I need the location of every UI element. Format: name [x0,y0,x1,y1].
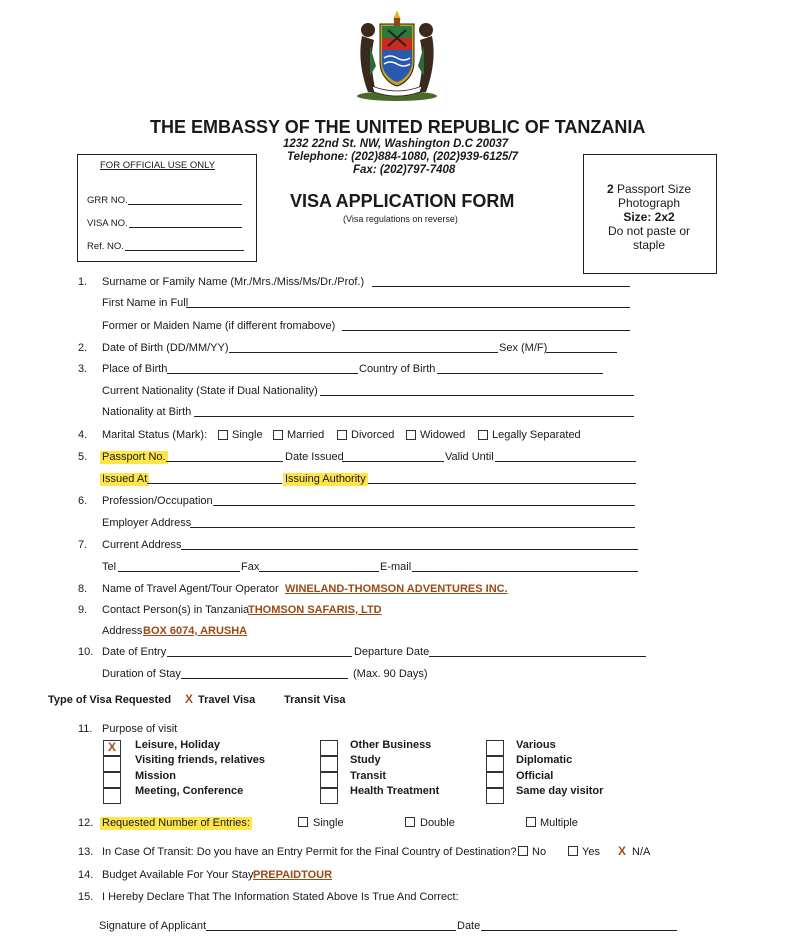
current-address-field[interactable] [181,549,638,550]
item-number: 2. [78,342,88,354]
marital-option-single: Single [232,429,263,441]
current-nationality-label: Current Nationality (State if Dual Nationality) [102,385,318,397]
entries-option-double: Double [420,817,455,829]
departure-date-label: Departure Date [354,646,430,658]
purpose-option-mission: Mission [135,770,176,782]
declaration-text: I Hereby Declare That The Information Stated Above Is True And Correct: [102,891,459,903]
purpose-option-various: Various [516,739,556,751]
marital-option-separated: Legally Separated [492,429,581,441]
employer-address-label: Employer Address [102,517,192,529]
marital-checkbox-single[interactable] [218,430,228,440]
purpose-option-diplomatic: Diplomatic [516,754,573,766]
entries-option-multiple: Multiple [540,817,578,829]
date-entry-label: Date of Entry [102,646,167,658]
photo-line1: 2 Passport Size [606,182,692,196]
first-name-label: First Name in Full [102,297,189,309]
former-name-field[interactable] [342,330,630,331]
tel-field[interactable] [118,571,240,572]
transit-checkbox-yes[interactable] [568,846,578,856]
max-days-note: (Max. 90 Days) [353,668,428,680]
marital-checkbox-married[interactable] [273,430,283,440]
country-birth-label: Country of Birth [359,363,436,375]
place-birth-label: Place of Birth [102,363,168,375]
contact-person-label: Contact Person(s) in Tanzania [102,604,250,616]
date-issued-field[interactable] [342,461,444,462]
date-entry-field[interactable] [167,656,352,657]
transit-checkbox-no[interactable] [518,846,528,856]
contact-address-label: Address [102,625,143,637]
form-subtitle: (Visa regulations on reverse) [343,214,458,224]
duration-field[interactable] [181,678,348,679]
issued-at-label: Issued At [102,473,148,485]
purpose-leisure-mark: X [108,740,117,754]
purpose-option-study: Study [350,754,381,766]
embassy-telephone: Telephone: (202)884-1080, (202)939-6125/7 [287,151,518,163]
purpose-box-official[interactable] [486,772,504,788]
purpose-box-various[interactable] [486,740,504,756]
purpose-option-transit: Transit [350,770,387,782]
purpose-box-mission[interactable] [103,772,121,788]
item-number: 7. [78,539,88,551]
purpose-box-visiting[interactable] [103,756,121,772]
budget-label: Budget Available For Your Stay [102,869,254,881]
sex-label: Sex (M/F) [499,342,548,354]
departure-date-field[interactable] [429,656,646,657]
current-address-label: Current Address [102,539,182,551]
item-number: 5. [78,451,88,463]
visa-type-travel[interactable]: Travel Visa [198,694,256,706]
purpose-box-study[interactable] [320,756,338,772]
contact-address-value[interactable]: BOX 6074, ARUSHA [143,625,248,637]
entries-checkbox-double[interactable] [405,817,415,827]
purpose-box-other-business[interactable] [320,740,338,756]
signature-field[interactable] [206,930,456,931]
item-number: 10. [78,646,94,658]
purpose-option-leisure: Leisure, Holiday [135,739,220,751]
transit-option-na: N/A [632,846,651,858]
ref-no-label: Ref. NO. [87,241,124,252]
signature-label: Signature of Applicant [99,920,207,932]
item-number: 11. [78,723,93,735]
marital-checkbox-separated[interactable] [478,430,488,440]
first-name-field[interactable] [186,307,630,308]
issued-at-field[interactable] [147,483,282,484]
purpose-box-diplomatic[interactable] [486,756,504,772]
marital-status-label: Marital Status (Mark): [102,429,208,441]
marital-checkbox-widowed[interactable] [406,430,416,440]
purpose-option-official: Official [516,770,554,782]
nationality-birth-label: Nationality at Birth [102,406,192,418]
valid-until-label: Valid Until [445,451,494,463]
nationality-birth-field[interactable] [194,416,634,417]
item-number: 1. [78,276,88,288]
purpose-option-health: Health Treatment [350,785,440,797]
photo-note2: staple [632,238,666,252]
visa-type-travel-mark[interactable]: X [185,692,194,706]
entries-checkbox-single[interactable] [298,817,308,827]
transit-na-mark[interactable]: X [618,844,627,858]
email-field[interactable] [412,571,638,572]
duration-label: Duration of Stay [102,668,181,680]
transit-question: In Case Of Transit: Do you have an Entry Permit for the Final Country of Destination? [102,846,517,858]
official-use-title: FOR OFFICIAL USE ONLY [100,160,216,171]
signature-date-label: Date [457,920,481,932]
purpose-option-other-business: Other Business [350,739,432,751]
dob-field[interactable] [229,352,498,353]
purpose-label: Purpose of visit [102,723,178,735]
entries-checkbox-multiple[interactable] [526,817,536,827]
photo-size: Size: 2x2 [623,210,675,224]
profession-label: Profession/Occupation [102,495,213,507]
marital-option-divorced: Divorced [351,429,395,441]
marital-checkbox-divorced[interactable] [337,430,347,440]
profession-field[interactable] [213,505,635,506]
valid-until-field[interactable] [495,461,636,462]
item-number: 3. [78,363,88,375]
employer-address-field[interactable] [190,527,635,528]
item-number: 12. [78,817,94,829]
item-number: 13. [78,846,94,858]
form-title: VISA APPLICATION FORM [290,191,515,211]
grr-field[interactable] [128,204,242,205]
email-label: E-mail [380,561,412,573]
entries-label: Requested Number of Entries: [102,817,250,829]
visa-no-field[interactable] [129,227,242,228]
passport-no-field[interactable] [166,461,283,462]
transit-option-yes: Yes [582,846,600,858]
item-number: 4. [78,429,88,441]
fax-label: Fax [241,561,260,573]
visa-no-label: VISA NO. [87,218,128,229]
date-issued-label: Date Issued [285,451,344,463]
entries-option-single: Single [313,817,344,829]
item-number: 6. [78,495,88,507]
marital-option-widowed: Widowed [420,429,466,441]
photo-line2: Photograph [617,196,681,210]
current-nationality-field[interactable] [320,395,634,396]
issuing-authority-label: Issuing Authority [285,473,366,485]
surname-field[interactable] [372,286,630,287]
surname-label: Surname or Family Name (Mr./Mrs./Miss/Ms/Dr./Prof.) [102,276,365,288]
place-birth-field[interactable] [167,373,358,374]
sex-field[interactable] [546,352,617,353]
purpose-option-meeting: Meeting, Conference [135,785,244,797]
tel-label: Tel [102,561,117,573]
travel-agent-label: Name of Travel Agent/Tour Operator [102,583,279,595]
embassy-fax: Fax: (202)797-7408 [353,164,456,176]
photo-note1: Do not paste or [607,224,691,238]
transit-option-no: No [532,846,547,858]
purpose-box-health[interactable] [320,788,338,804]
item-number: 15. [78,891,94,903]
purpose-box-meeting[interactable] [103,788,121,804]
visa-type-label: Type of Visa Requested [48,694,172,706]
purpose-option-same-day: Same day visitor [516,785,604,797]
item-number: 14. [78,869,94,881]
item-number: 9. [78,604,88,616]
dob-label: Date of Birth (DD/MM/YY) [102,342,229,354]
purpose-option-visiting: Visiting friends, relatives [135,754,266,766]
travel-agent-value[interactable]: WINELAND-THOMSON ADVENTURES INC. [285,583,508,595]
country-birth-field[interactable] [437,373,603,374]
marital-option-married: Married [287,429,325,441]
purpose-box-same-day[interactable] [486,788,504,804]
coat-of-arms-emblem [350,6,444,102]
issuing-authority-field[interactable] [368,483,636,484]
contact-person-value[interactable]: THOMSON SAFARIS, LTD [248,604,382,616]
passport-no-label: Passport No. [102,451,166,463]
fax-field[interactable] [259,571,379,572]
grr-label: GRR NO. [87,195,128,206]
photo-box-text [583,182,715,252]
budget-value[interactable]: PREPAIDTOUR [253,869,333,881]
embassy-title: THE EMBASSY OF THE UNITED REPUBLIC OF TANZANIA [150,117,646,137]
former-name-label: Former or Maiden Name (if different fromabove) [102,320,336,332]
purpose-box-transit[interactable] [320,772,338,788]
signature-date-field[interactable] [481,930,677,931]
embassy-address: 1232 22nd St. NW, Washington D.C 20037 [283,138,509,150]
item-number: 8. [78,583,88,595]
ref-no-field[interactable] [125,250,244,251]
visa-type-transit[interactable]: Transit Visa [284,694,346,706]
